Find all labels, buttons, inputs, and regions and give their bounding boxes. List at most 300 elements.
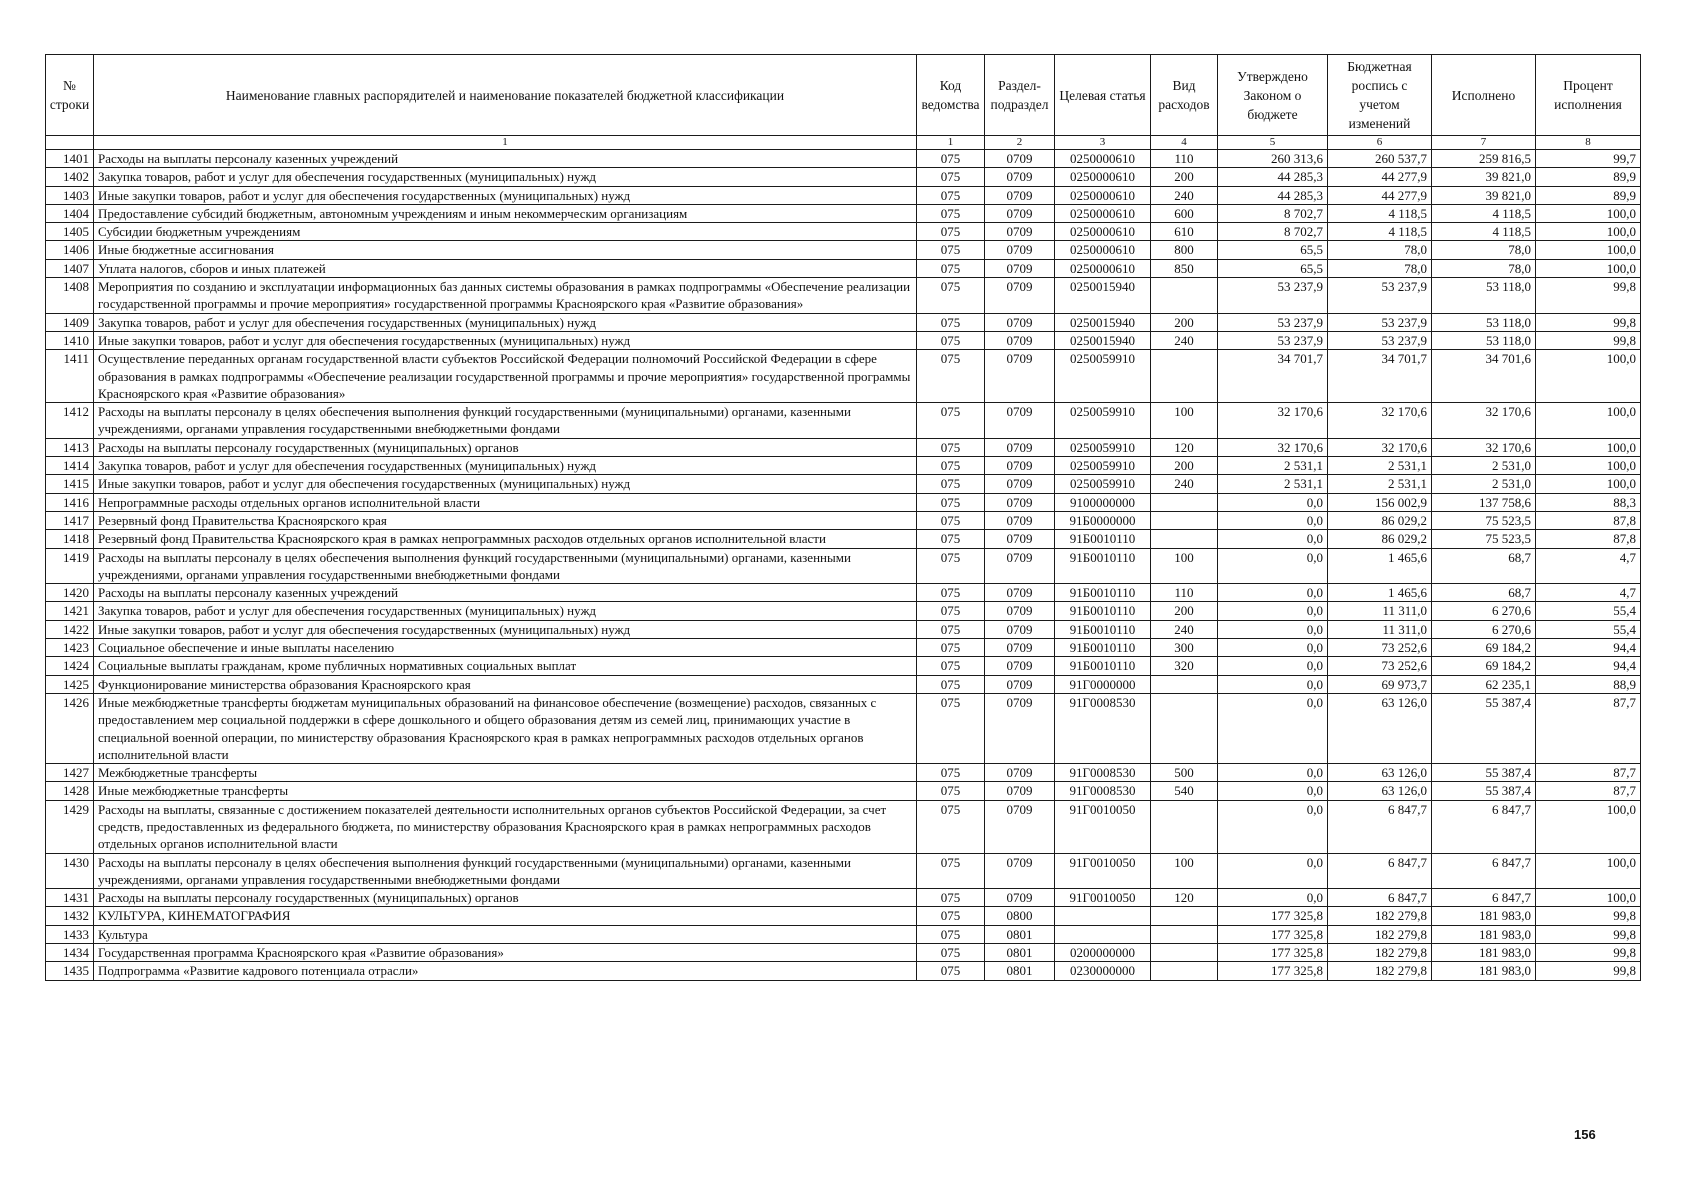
- expense-type-code: 110: [1151, 584, 1218, 602]
- approved-amount: 0,0: [1218, 602, 1328, 620]
- approved-amount: 0,0: [1218, 639, 1328, 657]
- approved-amount: 0,0: [1218, 889, 1328, 907]
- table-row: [46, 457, 1641, 475]
- dept-code: 075: [917, 403, 985, 439]
- approved-amount: 0,0: [1218, 657, 1328, 675]
- target-item-code: 91Б0010110: [1055, 639, 1151, 657]
- dept-code: 075: [917, 675, 985, 693]
- indicator-name: Иные межбюджетные трансферты бюджетам муниципальных образований на финансовое обеспечение (возмещение) расходов, связанных с предоставлением мер социальной поддержки в сфере дошкольного и общего образования детям из семей лиц, принимающих участие в специальной военной операции, по министерству образования Красноярского края в рамках непрограммных расходов отдельных органов исполнительной власти: [94, 693, 917, 763]
- execution-percent: 55,4: [1536, 620, 1641, 638]
- expense-type-code: [1151, 962, 1218, 980]
- expense-type-code: 600: [1151, 204, 1218, 222]
- table-row: [46, 584, 1641, 602]
- target-item-code: 0250000610: [1055, 259, 1151, 277]
- indicator-name: КУЛЬТУРА, КИНЕМАТОГРАФИЯ: [94, 907, 917, 925]
- row-number: 1421: [46, 602, 94, 620]
- executed-amount: 259 816,5: [1432, 150, 1536, 168]
- section-code: 0709: [985, 457, 1055, 475]
- dept-code: 075: [917, 620, 985, 638]
- indicator-name: Иные закупки товаров, работ и услуг для обеспечения государственных (муниципальных) нужд: [94, 620, 917, 638]
- indicator-name: Расходы на выплаты персоналу в целях обеспечения выполнения функций государственными (муниципальными) органами, казенными учреждениями, органами управления государственными внебюджетными фондами: [94, 403, 917, 439]
- approved-amount: 0,0: [1218, 782, 1328, 800]
- dept-code: 075: [917, 438, 985, 456]
- section-code: 0709: [985, 223, 1055, 241]
- header-revised: Бюджетная роспись с учетом изменений: [1328, 55, 1432, 136]
- header-executed: Исполнено: [1432, 55, 1536, 136]
- approved-amount: 177 325,8: [1218, 907, 1328, 925]
- table-row: [46, 313, 1641, 331]
- table-row: [46, 278, 1641, 314]
- indicator-name: Расходы на выплаты персоналу казенных учреждений: [94, 584, 917, 602]
- row-number: 1417: [46, 511, 94, 529]
- header-row-number: № строки: [46, 55, 94, 136]
- target-item-code: 91Г0010050: [1055, 800, 1151, 853]
- expense-type-code: [1151, 350, 1218, 403]
- approved-amount: 44 285,3: [1218, 186, 1328, 204]
- executed-amount: 39 821,0: [1432, 186, 1536, 204]
- row-number: 1422: [46, 620, 94, 638]
- expense-type-code: 500: [1151, 764, 1218, 782]
- revised-amount: 86 029,2: [1328, 511, 1432, 529]
- expense-type-code: 100: [1151, 403, 1218, 439]
- indicator-name: Закупка товаров, работ и услуг для обеспечения государственных (муниципальных) нужд: [94, 457, 917, 475]
- row-number: 1429: [46, 800, 94, 853]
- approved-amount: 0,0: [1218, 511, 1328, 529]
- dept-code: 075: [917, 150, 985, 168]
- indicator-name: Иные закупки товаров, работ и услуг для обеспечения государственных (муниципальных) нужд: [94, 331, 917, 349]
- target-item-code: 0250000610: [1055, 186, 1151, 204]
- dept-code: 075: [917, 241, 985, 259]
- table-row: [46, 602, 1641, 620]
- execution-percent: 87,7: [1536, 764, 1641, 782]
- column-number: 6: [1328, 136, 1432, 150]
- dept-code: 075: [917, 530, 985, 548]
- section-code: 0800: [985, 907, 1055, 925]
- indicator-name: Расходы на выплаты персоналу государственных (муниципальных) органов: [94, 889, 917, 907]
- executed-amount: 2 531,0: [1432, 457, 1536, 475]
- expense-type-code: 850: [1151, 259, 1218, 277]
- indicator-name: Социальное обеспечение и иные выплаты населению: [94, 639, 917, 657]
- revised-amount: 32 170,6: [1328, 438, 1432, 456]
- executed-amount: 6 847,7: [1432, 800, 1536, 853]
- expense-type-code: 240: [1151, 620, 1218, 638]
- execution-percent: 88,3: [1536, 493, 1641, 511]
- execution-percent: 87,8: [1536, 511, 1641, 529]
- execution-percent: 89,9: [1536, 168, 1641, 186]
- row-number: 1403: [46, 186, 94, 204]
- section-code: 0709: [985, 693, 1055, 763]
- target-item-code: 91Б0010110: [1055, 657, 1151, 675]
- expense-type-code: 240: [1151, 331, 1218, 349]
- target-item-code: 91Г0008530: [1055, 764, 1151, 782]
- expense-type-code: [1151, 925, 1218, 943]
- row-number: 1412: [46, 403, 94, 439]
- revised-amount: 6 847,7: [1328, 889, 1432, 907]
- table-row: [46, 241, 1641, 259]
- executed-amount: 78,0: [1432, 241, 1536, 259]
- row-number: 1413: [46, 438, 94, 456]
- execution-percent: 87,7: [1536, 782, 1641, 800]
- dept-code: 075: [917, 962, 985, 980]
- indicator-name: Культура: [94, 925, 917, 943]
- execution-percent: 4,7: [1536, 584, 1641, 602]
- execution-percent: 99,8: [1536, 331, 1641, 349]
- target-item-code: 91Б0010110: [1055, 584, 1151, 602]
- approved-amount: 177 325,8: [1218, 944, 1328, 962]
- revised-amount: 4 118,5: [1328, 204, 1432, 222]
- execution-percent: 100,0: [1536, 403, 1641, 439]
- revised-amount: 182 279,8: [1328, 907, 1432, 925]
- execution-percent: 87,7: [1536, 693, 1641, 763]
- page-number: 156: [1574, 1127, 1596, 1142]
- revised-amount: 1 465,6: [1328, 584, 1432, 602]
- indicator-name: Расходы на выплаты персоналу в целях обеспечения выполнения функций государственными (муниципальными) органами, казенными учреждениями, органами управления государственными внебюджетными фондами: [94, 548, 917, 584]
- executed-amount: 181 983,0: [1432, 944, 1536, 962]
- executed-amount: 75 523,5: [1432, 511, 1536, 529]
- indicator-name: Предоставление субсидий бюджетным, автономным учреждениям и иным некоммерческим организациям: [94, 204, 917, 222]
- dept-code: 075: [917, 584, 985, 602]
- approved-amount: 260 313,6: [1218, 150, 1328, 168]
- approved-amount: 53 237,9: [1218, 331, 1328, 349]
- table-row: [46, 186, 1641, 204]
- target-item-code: 91Г0008530: [1055, 693, 1151, 763]
- execution-percent: 100,0: [1536, 350, 1641, 403]
- expense-type-code: [1151, 693, 1218, 763]
- revised-amount: 260 537,7: [1328, 150, 1432, 168]
- row-number: 1426: [46, 693, 94, 763]
- table-row: [46, 168, 1641, 186]
- target-item-code: 0230000000: [1055, 962, 1151, 980]
- column-number-row: [46, 136, 1641, 150]
- indicator-name: Государственная программа Красноярского края «Развитие образования»: [94, 944, 917, 962]
- section-code: 0801: [985, 944, 1055, 962]
- approved-amount: 0,0: [1218, 530, 1328, 548]
- indicator-name: Резервный фонд Правительства Красноярского края в рамках непрограммных расходов отдельных органов исполнительной власти: [94, 530, 917, 548]
- target-item-code: 91Б0010110: [1055, 620, 1151, 638]
- section-code: 0709: [985, 782, 1055, 800]
- table-row: [46, 493, 1641, 511]
- target-item-code: 0250015940: [1055, 313, 1151, 331]
- column-number: 5: [1218, 136, 1328, 150]
- target-item-code: 91Б0000000: [1055, 511, 1151, 529]
- header-dept-code: Код ведомства: [917, 55, 985, 136]
- executed-amount: 78,0: [1432, 259, 1536, 277]
- target-item-code: 0250059910: [1055, 403, 1151, 439]
- revised-amount: 53 237,9: [1328, 331, 1432, 349]
- row-number: 1409: [46, 313, 94, 331]
- indicator-name: Расходы на выплаты персоналу казенных учреждений: [94, 150, 917, 168]
- revised-amount: 53 237,9: [1328, 313, 1432, 331]
- expense-type-code: 800: [1151, 241, 1218, 259]
- indicator-name: Резервный фонд Правительства Красноярского края: [94, 511, 917, 529]
- approved-amount: 0,0: [1218, 693, 1328, 763]
- indicator-name: Непрограммные расходы отдельных органов исполнительной власти: [94, 493, 917, 511]
- row-number: 1406: [46, 241, 94, 259]
- execution-percent: 100,0: [1536, 457, 1641, 475]
- execution-percent: 100,0: [1536, 241, 1641, 259]
- section-code: 0709: [985, 186, 1055, 204]
- section-code: 0709: [985, 657, 1055, 675]
- section-code: 0709: [985, 350, 1055, 403]
- approved-amount: 32 170,6: [1218, 403, 1328, 439]
- executed-amount: 53 118,0: [1432, 313, 1536, 331]
- indicator-name: Закупка товаров, работ и услуг для обеспечения государственных (муниципальных) нужд: [94, 602, 917, 620]
- revised-amount: 1 465,6: [1328, 548, 1432, 584]
- table-row: [46, 475, 1641, 493]
- header-row: [46, 55, 1641, 136]
- approved-amount: 0,0: [1218, 620, 1328, 638]
- column-number: 1: [917, 136, 985, 150]
- expense-type-code: [1151, 530, 1218, 548]
- approved-amount: 65,5: [1218, 259, 1328, 277]
- row-number: 1419: [46, 548, 94, 584]
- executed-amount: 55 387,4: [1432, 782, 1536, 800]
- approved-amount: 0,0: [1218, 853, 1328, 889]
- indicator-name: Расходы на выплаты персоналу государственных (муниципальных) органов: [94, 438, 917, 456]
- execution-percent: 4,7: [1536, 548, 1641, 584]
- expense-type-code: [1151, 944, 1218, 962]
- execution-percent: 100,0: [1536, 800, 1641, 853]
- target-item-code: 0200000000: [1055, 944, 1151, 962]
- section-code: 0709: [985, 313, 1055, 331]
- indicator-name: Функционирование министерства образования Красноярского края: [94, 675, 917, 693]
- revised-amount: 34 701,7: [1328, 350, 1432, 403]
- expense-type-code: 240: [1151, 475, 1218, 493]
- table-row: [46, 350, 1641, 403]
- expense-type-code: [1151, 800, 1218, 853]
- execution-percent: 99,8: [1536, 313, 1641, 331]
- expense-type-code: 120: [1151, 889, 1218, 907]
- row-number: 1418: [46, 530, 94, 548]
- row-number: 1402: [46, 168, 94, 186]
- executed-amount: 2 531,0: [1432, 475, 1536, 493]
- expense-type-code: [1151, 907, 1218, 925]
- revised-amount: 11 311,0: [1328, 620, 1432, 638]
- column-number: 2: [985, 136, 1055, 150]
- target-item-code: 0250000610: [1055, 168, 1151, 186]
- target-item-code: 91Г0010050: [1055, 889, 1151, 907]
- target-item-code: 0250059910: [1055, 475, 1151, 493]
- row-number: 1420: [46, 584, 94, 602]
- execution-percent: 100,0: [1536, 223, 1641, 241]
- row-number: 1410: [46, 331, 94, 349]
- expense-type-code: 110: [1151, 150, 1218, 168]
- table-row: [46, 331, 1641, 349]
- execution-percent: 100,0: [1536, 438, 1641, 456]
- indicator-name: Расходы на выплаты персоналу в целях обеспечения выполнения функций государственными (муниципальными) органами, казенными учреждениями, органами управления государственными внебюджетными фондами: [94, 853, 917, 889]
- approved-amount: 2 531,1: [1218, 475, 1328, 493]
- indicator-name: Иные закупки товаров, работ и услуг для обеспечения государственных (муниципальных) нужд: [94, 475, 917, 493]
- executed-amount: 75 523,5: [1432, 530, 1536, 548]
- executed-amount: 32 170,6: [1432, 438, 1536, 456]
- executed-amount: 4 118,5: [1432, 223, 1536, 241]
- row-number: 1415: [46, 475, 94, 493]
- row-number: 1401: [46, 150, 94, 168]
- expense-type-code: 200: [1151, 457, 1218, 475]
- target-item-code: 0250059910: [1055, 457, 1151, 475]
- header-percent: Процент исполнения: [1536, 55, 1641, 136]
- target-item-code: 91Б0010110: [1055, 602, 1151, 620]
- dept-code: 075: [917, 907, 985, 925]
- section-code: 0709: [985, 675, 1055, 693]
- header-expense-type: Вид расходов: [1151, 55, 1218, 136]
- executed-amount: 181 983,0: [1432, 907, 1536, 925]
- section-code: 0709: [985, 331, 1055, 349]
- approved-amount: 0,0: [1218, 800, 1328, 853]
- table-row: [46, 764, 1641, 782]
- section-code: 0709: [985, 853, 1055, 889]
- revised-amount: 182 279,8: [1328, 962, 1432, 980]
- indicator-name: Мероприятия по созданию и эксплуатации информационных баз данных системы образования в рамках подпрограммы «Обеспечение реализации государственной программы и прочие мероприятия» государственной программы Красноярского края «Развитие образования»: [94, 278, 917, 314]
- expense-type-code: 200: [1151, 313, 1218, 331]
- section-code: 0709: [985, 548, 1055, 584]
- section-code: 0709: [985, 403, 1055, 439]
- section-code: 0709: [985, 168, 1055, 186]
- executed-amount: 69 184,2: [1432, 657, 1536, 675]
- execution-percent: 88,9: [1536, 675, 1641, 693]
- row-number: 1407: [46, 259, 94, 277]
- header-section: Раздел-подраздел: [985, 55, 1055, 136]
- execution-percent: 99,8: [1536, 944, 1641, 962]
- section-code: 0709: [985, 511, 1055, 529]
- approved-amount: 53 237,9: [1218, 313, 1328, 331]
- execution-percent: 94,4: [1536, 657, 1641, 675]
- row-number: 1404: [46, 204, 94, 222]
- revised-amount: 73 252,6: [1328, 657, 1432, 675]
- table-row: [46, 639, 1641, 657]
- executed-amount: 6 270,6: [1432, 602, 1536, 620]
- revised-amount: 6 847,7: [1328, 853, 1432, 889]
- indicator-name: Закупка товаров, работ и услуг для обеспечения государственных (муниципальных) нужд: [94, 313, 917, 331]
- execution-percent: 55,4: [1536, 602, 1641, 620]
- target-item-code: 0250059910: [1055, 350, 1151, 403]
- indicator-name: Подпрограмма «Развитие кадрового потенциала отрасли»: [94, 962, 917, 980]
- table-row: [46, 853, 1641, 889]
- expense-type-code: 540: [1151, 782, 1218, 800]
- approved-amount: 0,0: [1218, 548, 1328, 584]
- target-item-code: 91Г0008530: [1055, 782, 1151, 800]
- row-number: 1423: [46, 639, 94, 657]
- executed-amount: 32 170,6: [1432, 403, 1536, 439]
- table-row: [46, 675, 1641, 693]
- section-code: 0709: [985, 764, 1055, 782]
- executed-amount: 69 184,2: [1432, 639, 1536, 657]
- table-row: [46, 530, 1641, 548]
- dept-code: 075: [917, 350, 985, 403]
- dept-code: 075: [917, 853, 985, 889]
- row-number: 1434: [46, 944, 94, 962]
- indicator-name: Иные бюджетные ассигнования: [94, 241, 917, 259]
- approved-amount: 0,0: [1218, 675, 1328, 693]
- row-number: 1405: [46, 223, 94, 241]
- table-row: [46, 693, 1641, 763]
- dept-code: 075: [917, 168, 985, 186]
- expense-type-code: [1151, 511, 1218, 529]
- executed-amount: 181 983,0: [1432, 925, 1536, 943]
- table-row: [46, 150, 1641, 168]
- execution-percent: 100,0: [1536, 259, 1641, 277]
- approved-amount: 2 531,1: [1218, 457, 1328, 475]
- revised-amount: 4 118,5: [1328, 223, 1432, 241]
- row-number: 1414: [46, 457, 94, 475]
- row-number: 1428: [46, 782, 94, 800]
- revised-amount: 2 531,1: [1328, 475, 1432, 493]
- approved-amount: 34 701,7: [1218, 350, 1328, 403]
- target-item-code: 0250015940: [1055, 331, 1151, 349]
- table-row: [46, 800, 1641, 853]
- row-number: 1435: [46, 962, 94, 980]
- dept-code: 075: [917, 657, 985, 675]
- execution-percent: 99,8: [1536, 925, 1641, 943]
- table-row: [46, 907, 1641, 925]
- section-code: 0709: [985, 620, 1055, 638]
- execution-percent: 94,4: [1536, 639, 1641, 657]
- revised-amount: 182 279,8: [1328, 925, 1432, 943]
- section-code: 0709: [985, 438, 1055, 456]
- target-item-code: 9100000000: [1055, 493, 1151, 511]
- table-row: [46, 223, 1641, 241]
- revised-amount: 63 126,0: [1328, 764, 1432, 782]
- dept-code: 075: [917, 639, 985, 657]
- table-row: [46, 204, 1641, 222]
- dept-code: 075: [917, 764, 985, 782]
- expense-type-code: 100: [1151, 853, 1218, 889]
- executed-amount: 53 118,0: [1432, 331, 1536, 349]
- dept-code: 075: [917, 889, 985, 907]
- budget-table-body: [46, 150, 1641, 981]
- expense-type-code: 240: [1151, 186, 1218, 204]
- section-code: 0709: [985, 584, 1055, 602]
- execution-percent: 89,9: [1536, 186, 1641, 204]
- table-row: [46, 944, 1641, 962]
- section-code: 0801: [985, 925, 1055, 943]
- dept-code: 075: [917, 204, 985, 222]
- execution-percent: 87,8: [1536, 530, 1641, 548]
- executed-amount: 68,7: [1432, 584, 1536, 602]
- executed-amount: 137 758,6: [1432, 493, 1536, 511]
- target-item-code: 91Г0010050: [1055, 853, 1151, 889]
- section-code: 0709: [985, 493, 1055, 511]
- approved-amount: 44 285,3: [1218, 168, 1328, 186]
- approved-amount: 32 170,6: [1218, 438, 1328, 456]
- expense-type-code: 300: [1151, 639, 1218, 657]
- target-item-code: 91Б0010110: [1055, 530, 1151, 548]
- revised-amount: 2 531,1: [1328, 457, 1432, 475]
- column-number: 4: [1151, 136, 1218, 150]
- header-name: Наименование главных распорядителей и наименование показателей бюджетной классификации: [94, 55, 917, 136]
- executed-amount: 39 821,0: [1432, 168, 1536, 186]
- row-number: 1427: [46, 764, 94, 782]
- column-number: 8: [1536, 136, 1641, 150]
- executed-amount: 55 387,4: [1432, 764, 1536, 782]
- revised-amount: 63 126,0: [1328, 693, 1432, 763]
- dept-code: 075: [917, 693, 985, 763]
- target-item-code: 0250015940: [1055, 278, 1151, 314]
- column-number: 1: [94, 136, 917, 150]
- executed-amount: 68,7: [1432, 548, 1536, 584]
- target-item-code: [1055, 925, 1151, 943]
- expense-type-code: 100: [1151, 548, 1218, 584]
- executed-amount: 62 235,1: [1432, 675, 1536, 693]
- executed-amount: 4 118,5: [1432, 204, 1536, 222]
- revised-amount: 63 126,0: [1328, 782, 1432, 800]
- expense-type-code: 200: [1151, 602, 1218, 620]
- target-item-code: 91Б0010110: [1055, 548, 1151, 584]
- table-row: [46, 925, 1641, 943]
- table-row: [46, 889, 1641, 907]
- executed-amount: 6 270,6: [1432, 620, 1536, 638]
- expense-type-code: 320: [1151, 657, 1218, 675]
